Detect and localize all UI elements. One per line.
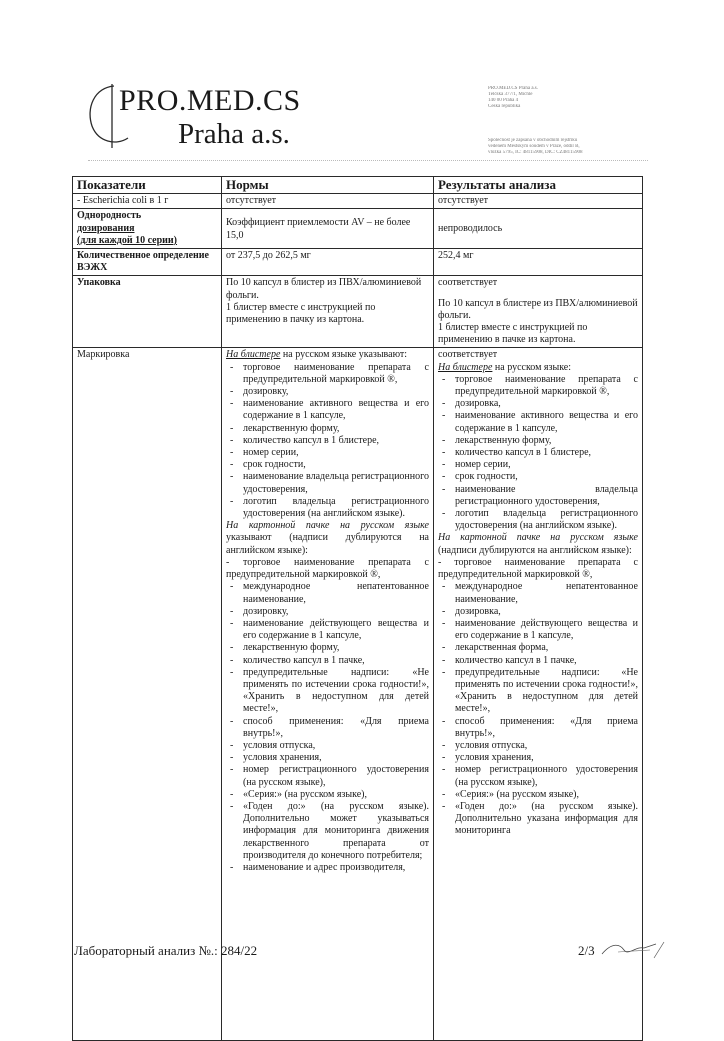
list-item: - количество капсул в 1 блистере,	[455, 447, 638, 459]
list-item: - наименование действующего вещества и его содержание в 1 капсуле,	[243, 618, 429, 642]
address-line: 140 00 Praha 4	[488, 98, 519, 103]
address-line: vložka 5795, IČ: 48115908, DIČ: CZ48115908	[488, 150, 583, 155]
list-item: - способ применения: «Для приема внутрь!»,	[455, 716, 638, 740]
list-item: - лекарственную форму,	[243, 642, 429, 654]
list-item: - номер серии,	[455, 459, 638, 471]
row-norm: отсутствует	[222, 194, 434, 209]
list-item: - международное непатентованное наименование,	[455, 581, 638, 605]
row-norm	[222, 276, 434, 348]
param-line: дозирования	[77, 222, 135, 234]
row-norm: от 237,5 до 262,5 мг	[222, 249, 434, 276]
norm-blister-intro: На блистере на русском языке указывают:	[226, 349, 408, 361]
result-status: соответствует	[438, 349, 498, 361]
list-item: - международное непатентованное наименование,	[243, 581, 429, 605]
row-param: Маркировка	[73, 348, 222, 1041]
row-param: Количественное определение ВЭЖХ	[73, 249, 222, 276]
list-item: - дозировку,	[243, 386, 429, 398]
norm-blister-list	[226, 362, 429, 521]
list-item: - предупредительные надписи: «Не применять по истечении срока годности!», «Хранить в недоступном для детей месте!»,	[243, 667, 429, 716]
table-row	[73, 194, 643, 209]
list-item: - условия хранения,	[243, 752, 429, 764]
list-item: - лекарственная форма,	[455, 642, 638, 654]
param-line: Однородность	[77, 210, 142, 222]
header-results: Результаты анализа	[434, 177, 643, 194]
list-item: - наименование и адрес производителя,	[243, 862, 429, 874]
list-item: - торговое наименование препарата с предупредительной маркировкой ®,	[243, 362, 429, 386]
header-divider	[88, 160, 648, 161]
list-item: - наименование активного вещества и его содержание в 1 капсуле,	[455, 410, 638, 434]
norm-box-list	[226, 581, 429, 874]
norm-line: По 10 капсул в блистер из ПВХ/алюминиевой фольги.	[226, 277, 422, 301]
logo-text-line2: Praha a.s.	[178, 118, 290, 150]
signature-icon	[598, 938, 668, 960]
header-parameters: Показатели	[73, 177, 222, 194]
list-item: - дозировка,	[455, 398, 638, 410]
list-item: - лекарственную форму,	[243, 423, 429, 435]
table-row-marking	[73, 348, 643, 1041]
result-box-list	[438, 581, 638, 837]
address-line: vedeném Městským soudem v Praze, oddíl B,	[488, 144, 580, 149]
row-result	[434, 276, 643, 348]
result-line: 1 блистер вместе с инструкцией по применению в пачке из картона.	[438, 322, 588, 346]
param-line: (для каждой 10 серии)	[77, 234, 178, 246]
result-blister-intro: На блистере на русском языке:	[438, 361, 572, 373]
page-number: 2/3	[578, 943, 595, 958]
table-header-row	[73, 177, 643, 194]
list-item: - «Серия:» (на русском языке),	[243, 789, 429, 801]
list-item: - условия хранения,	[455, 752, 638, 764]
row-param: Упаковка	[73, 276, 222, 348]
logo-text-line1: PRO.MED.CS	[119, 84, 301, 117]
result-line: По 10 капсул в блистере из ПВХ/алюминиевой фольги.	[438, 297, 638, 321]
list-item: - количество капсул в 1 пачке,	[455, 655, 638, 667]
list-item: - номер регистрационного удостоверения (на русском языке),	[243, 764, 429, 788]
address-line: PRO.MED.CS Praha a.s.	[488, 86, 539, 91]
header-norms: Нормы	[222, 177, 434, 194]
list-item: - лекарственную форму,	[455, 435, 638, 447]
address-line: Společnost je zapsána v obchodním rejstříku	[488, 138, 578, 143]
list-item: - номер регистрационного удостоверения (на русском языке),	[455, 764, 638, 788]
company-address	[488, 86, 628, 156]
result-box-first: - торговое наименование препарата с предупредительной маркировкой ®,	[438, 556, 638, 581]
table-row	[73, 276, 643, 348]
list-item: - наименование владельца регистрационного удостоверения,	[243, 471, 429, 495]
norm-box-first: - торговое наименование препарата с предупредительной маркировкой ®,	[226, 556, 429, 581]
table-row	[73, 209, 643, 249]
list-item: - «Годен до:» (на русском языке). Дополнительно может указываться информация для мониторинга движения лекарственного препарата от производителя до конечного потребителя;	[243, 801, 429, 862]
norm-box-intro: На картонной пачке на русском языке указывают (надписи дублируются на английском языке):	[226, 520, 429, 556]
row-result: отсутствует	[434, 194, 643, 209]
norm-line: 1 блистер вместе с инструкцией по применению в пачку из картона.	[226, 301, 376, 326]
row-result: непроводилось	[434, 209, 643, 249]
row-norm: Коэффициент приемлемости AV – не более 15,0	[222, 209, 434, 249]
result-status: соответствует	[438, 277, 498, 289]
row-norm-marking	[222, 348, 434, 1041]
list-item: - условия отпуска,	[455, 740, 638, 752]
lab-analysis-number: Лабораторный анализ №.: 284/22	[74, 943, 258, 958]
list-item: - дозировку,	[243, 606, 429, 618]
company-logo	[86, 80, 316, 155]
list-item: - логотип владельца регистрационного удостоверения (на английском языке).	[243, 496, 429, 520]
list-item: - количество капсул в 1 пачке,	[243, 655, 429, 667]
row-result-marking	[434, 348, 643, 1041]
list-item: - наименование активного вещества и его содержание в 1 капсуле,	[243, 398, 429, 422]
address-line: Telčská 377/1, Michle	[488, 92, 533, 97]
result-box-intro: На картонной пачке на русском языке (надписи дублируются на английском языке):	[438, 532, 638, 556]
list-item: - срок годности,	[455, 471, 638, 483]
address-line: Česká republika	[488, 104, 521, 109]
list-item: - логотип владельца регистрационного удостоверения (на английском языке).	[455, 508, 638, 532]
list-item: - «Годен до:» (на русском языке). Дополнительно указана информация для мониторинга	[455, 801, 638, 838]
row-param: - Escherichia coli в 1 г	[73, 194, 222, 209]
table-row	[73, 249, 643, 276]
row-param	[73, 209, 222, 249]
list-item: - наименование действующего вещества и его содержание в 1 капсуле,	[455, 618, 638, 642]
list-item: - номер серии,	[243, 447, 429, 459]
list-item: - дозировка,	[455, 606, 638, 618]
analysis-table	[72, 176, 643, 1041]
list-item: - предупредительные надписи: «Не применять по истечении срока годности!», «Хранить в недоступном для детей месте!»,	[455, 667, 638, 716]
list-item: - «Серия:» (на русском языке),	[455, 789, 638, 801]
list-item: - торговое наименование препарата с предупредительной маркировкой ®,	[455, 374, 638, 398]
list-item: - количество капсул в 1 блистере,	[243, 435, 429, 447]
list-item: - условия отпуска,	[243, 740, 429, 752]
result-blister-list	[438, 374, 638, 533]
row-result: 252,4 мг	[434, 249, 643, 276]
list-item: - наименование владельца регистрационного удостоверения,	[455, 484, 638, 508]
list-item: - способ применения: «Для приема внутрь!»,	[243, 716, 429, 740]
list-item: - срок годности,	[243, 459, 429, 471]
